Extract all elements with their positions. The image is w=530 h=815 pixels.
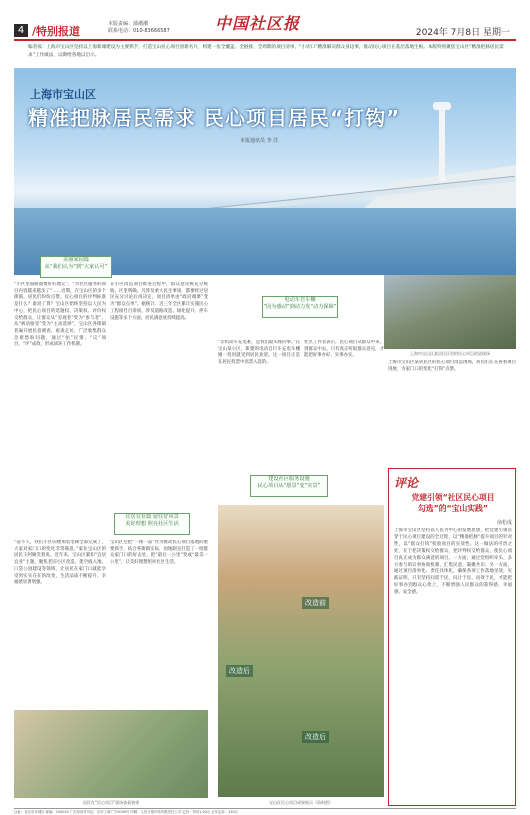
article-column-4: 社区工作者表示，民心项目从群众中来，到群众中去，只有真正听取群众意见，才能把好事办好、实事办实。 [304, 340, 384, 359]
article-column-2: 在小区改造项目推进过程中，群众意见被充分吸收。区里明确，凡涉及重大民生事项，都要经过居民充分讨论后再决定，项目清单由“政府端菜”变为“群众点单”。据统计，近三年全区累计实施民心工程项目百余项，涉及道路改造、绿化提升、停车设施等多个方面，居民满意度持续提高。 [110, 282, 208, 321]
article-column-1: “小区里面路面要好好地完”、“为社区服务的项目内容越来越多了”……近期，在宝山区的多个街镇，居民们纷纷点赞。民心项目的评判标准是什么？谁说了算？宝山区始终坚持以人民为中心，把民心项目的选题权、决策权、评价权交给群众，让群众从“旁观者”变为“参与者”，从“被动接受”变为“主动选择”，宝山区各街镇普遍开展民意调查、座谈走访，广泛收集群众急难愁盼问题，通过“拍”民情、“议”项目、“评”成效，形成闭环工作机制。 [14, 282, 106, 348]
subsection-tag-beautiful-home: 美丽家园篇 从“我们认为”到“大家认可” [40, 256, 112, 278]
residents-photo [14, 710, 208, 798]
page-number: 4 [14, 24, 28, 37]
lighthouse-tower [439, 108, 445, 182]
photo-caption-residents: 居民在“民心项目”现场查看效果 [82, 800, 140, 805]
masthead [0, 0, 530, 42]
subsection-tag-service-facilities: 建设社区服务设施 民心项目从“愿景”变“实景” [250, 475, 328, 497]
hero-subhead: 上海市宝山区 [30, 88, 96, 101]
editor-name: 本版责编：蒲潮潮 [108, 21, 149, 27]
commentary-body: 上海市宝山区坚持以人民为中心的发展思想，把党建引领贯穿于民心项目建设的全过程，以“精准把脉”提升项目的针对性，以“群众打钩”检验项目的实效性。这一做法的可贵之处，在于把决策权交给群众，把评判权交给群众，使民心项目真正成为群众满意的项目。一方面，通过党组织牵头、多方参与的议事协商机制，汇集民意、凝聚共识；另一方面，通过项目清单化、责任具体化，确保各项工作落地见效。实践证明，只有坚持问需于民、问计于民、问效于民，才能把好事办到群众心坎上，不断增强人民群众的获得感、幸福感、安全感。 [394, 528, 512, 596]
label-before: 改造前 [302, 597, 329, 609]
subsection-tag-ebike-shed: 电动车自车棚 “因为感动”到动力发“动力保障” [262, 296, 338, 318]
article-column-2b: 宝山区还把“一街一品”作为推动民心项目落地的重要抓手，结合各街镇实际，因地制宜打造了一批群众家门口的好去处，把“最后一公里”变成“最美一公里”，让美好理想照亮社区生活。 [110, 540, 208, 566]
commentary-title: 党建引领“社区民心项目 勾选”的“宝山实践” [411, 493, 495, 513]
before-after-photo [218, 505, 384, 797]
article-column-5: 上海市宝山区某居民区的民心项目改造现场，居民们正在查看项目进展，为家门口的变化“打钩”点赞。 [388, 360, 516, 372]
page-headline: 精准把脉居民需求 民心项目居民“打钩” [28, 106, 401, 130]
section-title: /特别报道 [32, 25, 81, 38]
photo-caption-results: 宝山区民心项目成果展示（资料图） [269, 800, 333, 805]
editor-info [108, 21, 170, 35]
article-column-3: “非机动车充电难，是我们最头疼的事。”在宝山某小区，新建的电动自行车充电车棚刚一投用就受到居民欢迎。这一项目正是在居民投票中高票入选的。 [218, 340, 300, 366]
commentary-badge: 评论 [394, 476, 419, 490]
article-column-1b: “前不久，我们小区旧楼加装电梯全部完成了，大家对家门口的变化非常满意。”家住宝山区的居民王阿姨笑着说。近年来，宝山区紧扣“宜居宜业”主题，聚焦老旧小区改造、架空线入地、口袋公园建设等领域，让居民在家门口就能享受到实实在在的改变，生活品质不断提升，幸福感显著增强。 [14, 540, 106, 586]
editor-phone: 联系电话：010-83666587 [108, 28, 170, 34]
page-footer: 社址：北京市东城区 邮编：100010 广告经营许可证：京东工商广字0000号 印刷：人民日报印务有限责任公司 定价：每份1.00元 全年定价：150元 [14, 808, 516, 815]
project-site-photo [384, 275, 516, 349]
label-after-1: 改造后 [226, 665, 253, 677]
photo-caption-site: 上海市宝山区某居民区里的民心项目改造现场 [410, 351, 490, 356]
newspaper-logo: 中国社区报 [215, 14, 301, 33]
commentary-author: 俞松成 [496, 520, 512, 526]
issue-date: 2024年 7月8日 星期一 [415, 28, 510, 38]
header-rule [14, 39, 516, 41]
subsection-tag-livable: 宜居宜业篇 留住好风景 美好理想 照亮社区生活 [114, 513, 190, 535]
byline: 本报通讯员 李 洋 [240, 138, 279, 144]
label-after-2: 改造后 [302, 731, 329, 743]
editor-note: 编者按：上海市宝山区坚持以上海新城建设为主要抓手，打造宝山民心项目创新名片，构建一张全覆盖、全链接、全周期的项目清单，“小切口”精准解决群众身边事，推动民心项目在基层落地生根。本版特别聚焦宝山区“精准把脉居民需求”工作做法，以期给各地以启示。 [28, 45, 504, 58]
